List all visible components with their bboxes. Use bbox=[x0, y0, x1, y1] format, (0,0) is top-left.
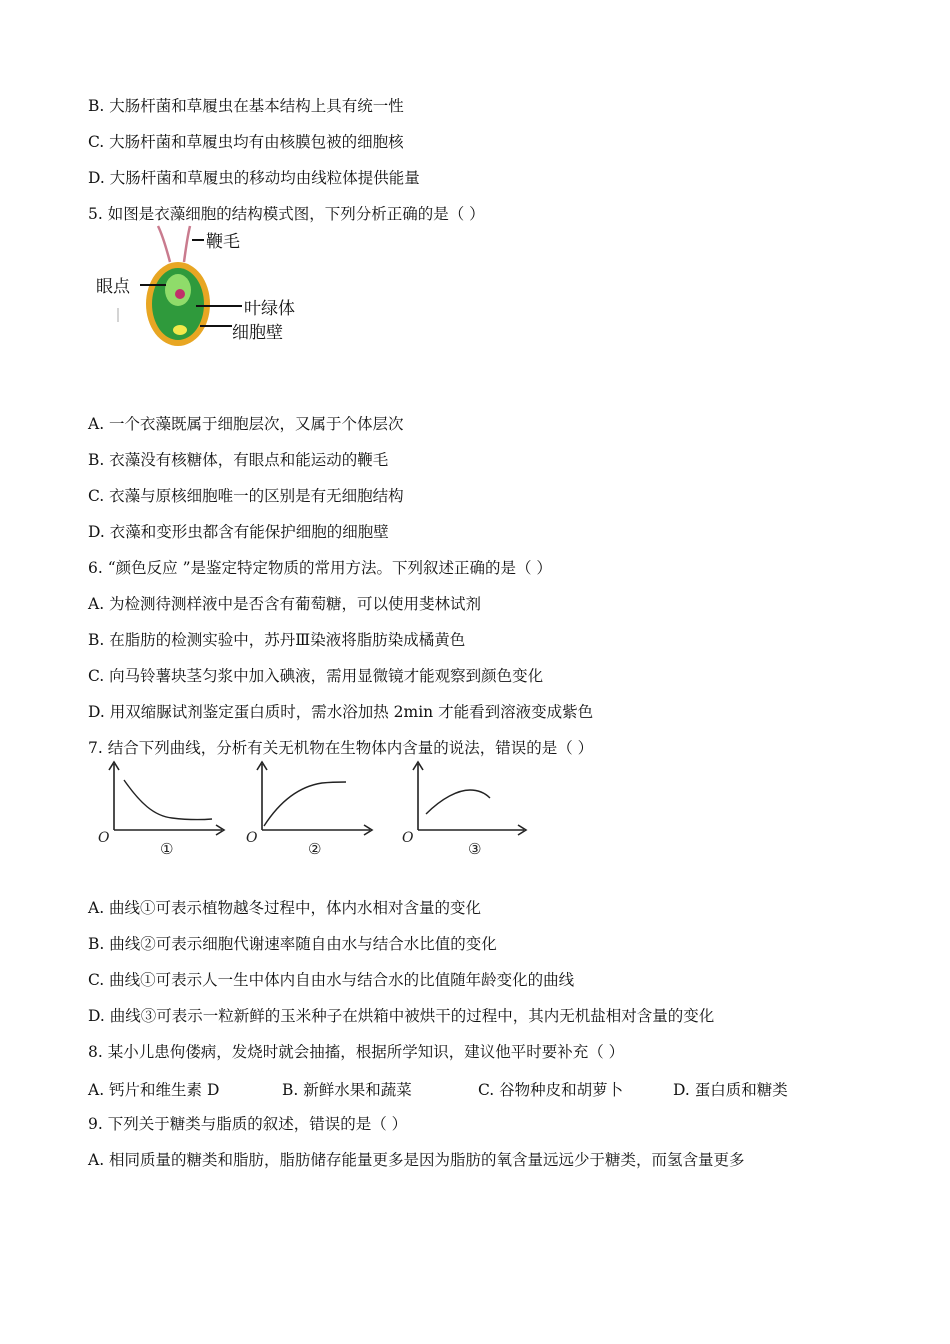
q7-stem: 7. 结合下列曲线，分析有关无机物在生物体内含量的说法，错误的是（ ） bbox=[88, 739, 594, 757]
q8-option-b: B. 新鲜水果和蔬菜 bbox=[282, 1081, 412, 1099]
q6-stem: 6. “颜色反应 ”是鉴定特定物质的常用方法。下列叙述正确的是（ ） bbox=[88, 559, 552, 577]
q8-option-a: A. 钙片和维生素 D bbox=[88, 1081, 220, 1099]
graph-3-origin: O bbox=[402, 830, 414, 846]
curve-2 bbox=[264, 782, 346, 826]
q5-option-d: D. 衣藻和变形虫都含有能保护细胞的细胞壁 bbox=[88, 523, 389, 541]
q4-option-b: B. 大肠杆菌和草履虫在基本结构上具有统一性 bbox=[88, 97, 404, 115]
q9-stem: 9. 下列关于糖类与脂质的叙述，错误的是（ ） bbox=[88, 1115, 408, 1133]
label-chloroplast: 叶绿体 bbox=[244, 299, 295, 319]
q5-option-c: C. 衣藻与原核细胞唯一的区别是有无细胞结构 bbox=[88, 487, 404, 505]
flagellum-right bbox=[184, 226, 190, 262]
q6-option-a: A. 为检测待测样液中是否含有葡萄糖，可以使用斐林试剂 bbox=[88, 595, 482, 613]
q7-option-b: B. 曲线②可表示细胞代谢速率随自由水与结合水比值的变化 bbox=[88, 935, 497, 953]
q8-options-row bbox=[0, 1078, 950, 1098]
q7-option-c: C. 曲线①可表示人一生中体内自由水与结合水的比值随年龄变化的曲线 bbox=[88, 971, 575, 989]
pyrenoid-shape bbox=[173, 325, 187, 335]
graph-3 bbox=[402, 762, 526, 858]
curve-1 bbox=[124, 780, 212, 820]
graph-2-origin: O bbox=[246, 830, 258, 846]
label-eyespot: 眼点 bbox=[96, 277, 130, 297]
q4-option-c: C. 大肠杆菌和草履虫均有由核膜包被的细胞核 bbox=[88, 133, 404, 151]
label-cell-wall: 细胞壁 bbox=[232, 323, 283, 343]
chlamydomonas-diagram bbox=[92, 222, 322, 352]
graph-2 bbox=[246, 762, 372, 858]
graph-1-label: ① bbox=[160, 840, 174, 858]
q6-option-b: B. 在脂肪的检测实验中，苏丹Ⅲ染液将脂肪染成橘黄色 bbox=[88, 631, 466, 649]
q7-curves-figure bbox=[92, 758, 542, 862]
graph-2-label: ② bbox=[308, 840, 322, 858]
curve-3 bbox=[426, 790, 490, 814]
q6-option-d: D. 用双缩脲试剂鉴定蛋白质时，需水浴加热 2min 才能看到溶液变成紫色 bbox=[88, 703, 594, 721]
q8-stem: 8. 某小儿患佝偻病，发烧时就会抽搐，根据所学知识，建议他平时要补充（ ） bbox=[88, 1043, 625, 1061]
q4-option-d: D. 大肠杆菌和草履虫的移动均由线粒体提供能量 bbox=[88, 169, 420, 187]
nucleus-dot bbox=[175, 289, 185, 299]
flagellum-left bbox=[158, 226, 170, 262]
graph-3-label: ③ bbox=[468, 840, 482, 858]
label-flagella: 鞭毛 bbox=[206, 232, 240, 252]
chlamydomonas-figure bbox=[92, 222, 322, 352]
graph-1 bbox=[98, 762, 224, 858]
q5-stem: 5. 如图是衣藻细胞的结构模式图，下列分析正确的是（ ） bbox=[88, 205, 485, 223]
q8-option-d: D. 蛋白质和糖类 bbox=[673, 1081, 788, 1099]
q7-option-d: D. 曲线③可表示一粒新鲜的玉米种子在烘箱中被烘干的过程中，其内无机盐相对含量的变化 bbox=[88, 1007, 715, 1025]
q6-option-c: C. 向马铃薯块茎匀浆中加入碘液，需用显微镜才能观察到颜色变化 bbox=[88, 667, 544, 685]
q8-option-c: C. 谷物种皮和胡萝卜 bbox=[478, 1081, 624, 1099]
q9-option-a: A. 相同质量的糖类和脂肪，脂肪储存能量更多是因为脂肪的氧含量远远少于糖类，而氢含量更多 bbox=[88, 1151, 745, 1169]
graph-1-origin: O bbox=[98, 830, 110, 846]
q5-option-b: B. 衣藻没有核糖体，有眼点和能运动的鞭毛 bbox=[88, 451, 389, 469]
q7-curves-svg bbox=[92, 758, 542, 862]
q5-option-a: A. 一个衣藻既属于细胞层次，又属于个体层次 bbox=[88, 415, 404, 433]
q7-option-a: A. 曲线①可表示植物越冬过程中，体内水相对含量的变化 bbox=[88, 899, 482, 917]
